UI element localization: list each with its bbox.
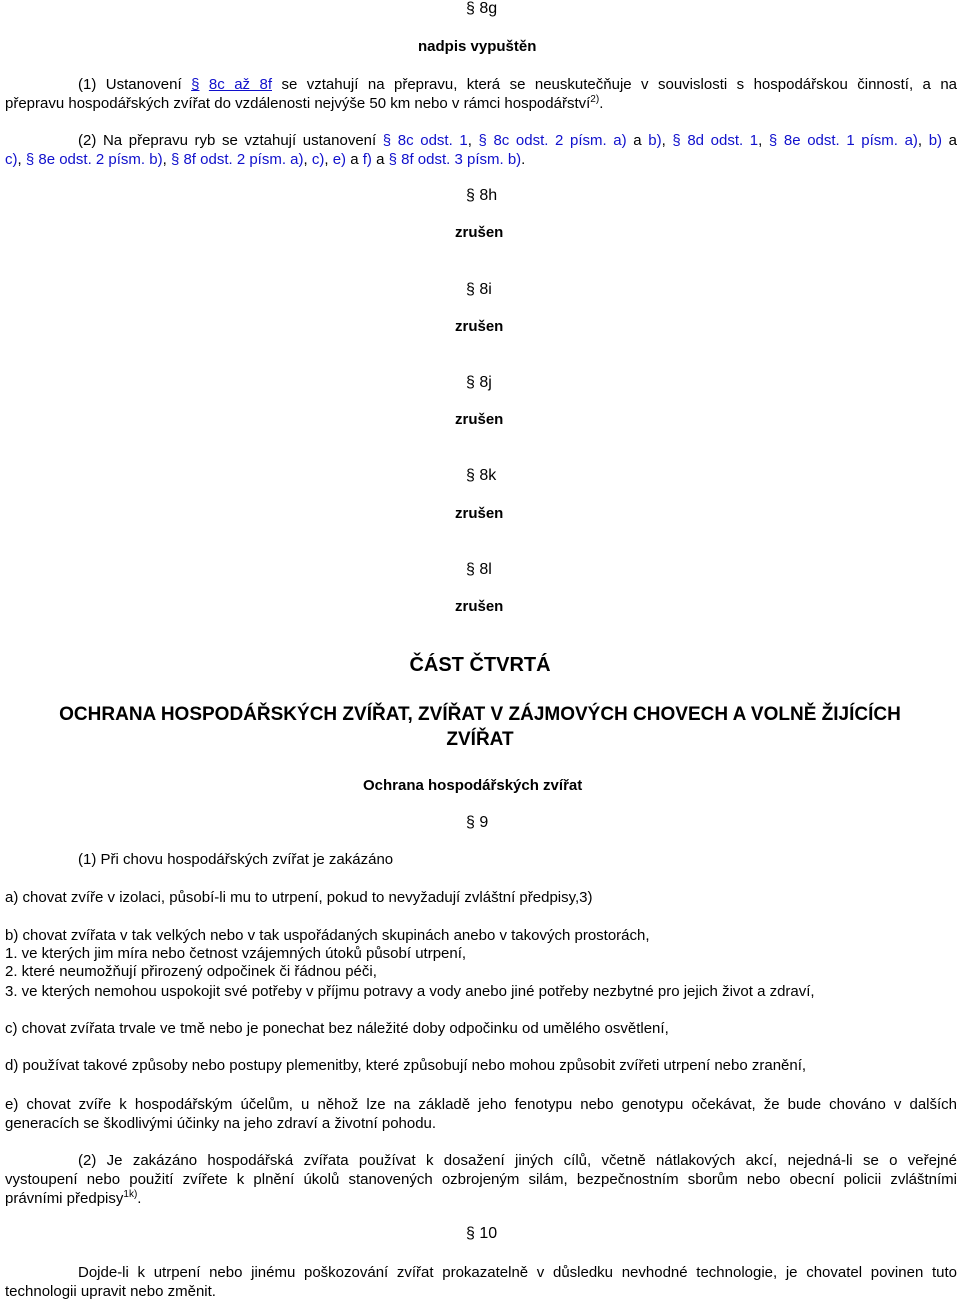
link-8c-odst-1[interactable]: 8c odst. 1 (397, 132, 468, 149)
link-8f-odst-2-a[interactable]: 8f odst. 2 písm. a) (183, 151, 304, 168)
link-8c-odst-2-a[interactable]: 8c odst. 2 písm. a) (493, 132, 627, 149)
link-8f-odst-2-e[interactable]: e) (332, 151, 347, 168)
link-8c-to-8f[interactable]: 8c až 8f (208, 76, 272, 93)
part-subtitle: OCHRANA HOSPODÁŘSKÝCH ZVÍŘAT, ZVÍŘAT V ZÁJMOVÝCH CHOVECH A VOLNĚ ŽIJÍCÍCH ZVÍŘAT (59, 704, 901, 750)
section-9-item-d: d) používat takové způsoby nebo postupy plemenitby, které způsobují nebo mohou způsobit zvířeti utrpení nebo zranění, (5, 1057, 807, 1074)
section-10-number: § 10 (466, 1225, 498, 1242)
section-9-item-b-2: 2. které neumožňují přirozený odpočinek či řádnou péči, (5, 963, 377, 980)
footnote-ref-2: 2) (590, 94, 600, 105)
section-8k-status: zrušen (455, 505, 504, 522)
link-8f-odst-2-c[interactable]: c) (311, 151, 325, 168)
link-section-symbol[interactable]: § (170, 151, 180, 168)
link-section-symbol[interactable]: § (25, 151, 35, 168)
link-section-symbol[interactable]: § (768, 132, 778, 149)
section-8j-status: zrušen (455, 411, 504, 428)
section-8h-status: zrušen (455, 224, 504, 241)
section-8g-paragraph-1 (5, 75, 957, 113)
section-9-item-b-3: 3. ve kterých nemohou uspokojit své potřeby v příjmu potravy a vody anebo jiné potřeby nezbytné pro jejich život a zdraví, (5, 983, 815, 1000)
link-8f-odst-3-b[interactable]: 8f odst. 3 písm. b) (401, 151, 522, 168)
link-8e-odst-2-b[interactable]: 8e odst. 2 písm. b) (38, 151, 163, 168)
section-8h-number: § 8h (466, 187, 498, 204)
section-8i-status: zrušen (455, 318, 504, 335)
section-8i-number: § 8i (466, 281, 492, 298)
section-8j-number: § 8j (466, 374, 492, 391)
section-9-item-e: e) chovat zvíře k hospodářským účelům, u něhož lze na základě jeho fenotypu nebo genotypu očekávat, že bude chováno v dalších generacích se škodlivými účinky na jeho zdraví a životní pohodu. (5, 1096, 957, 1132)
link-section-symbol[interactable]: § (478, 132, 487, 149)
link-8e-odst-1-b[interactable]: b) (928, 132, 943, 149)
link-8e-odst-1-c[interactable]: c) (5, 151, 18, 168)
section-8g-paragraph-2 (5, 131, 957, 169)
paragraph-2-line-1: (2) Na přepravu ryb se vztahují ustanovení § 8c odst. 1, § 8c odst. 2 písm. a) a b), § 8d odst. 1, § 8e odst. 1 písm. a), b) a (78, 132, 958, 149)
link-section-symbol[interactable]: § (388, 151, 397, 168)
paragraph-2-line-2: c), § 8e odst. 2 písm. b), § 8f odst. 2 písm. a), c), e) a f) a § 8f odst. 3 písm. b). (5, 151, 526, 168)
section-8g-number: § 8g (466, 0, 498, 17)
section-8k-number: § 8k (466, 467, 497, 484)
section-9-paragraph-2: (2) Je zakázáno hospodářská zvířata používat k dosažení jiných cílů, včetně nátlakových akcí, nejedná-li se o veřejné vystoupení nebo použití zvířete k plnění úkolů stanovených ozbrojeným silám, bezpečnostním sborům nebo obecní policii zvláštními právními předpisy$^{1k)}$. (5, 1152, 957, 1207)
link-section-symbol[interactable]: § (672, 132, 681, 149)
link-8f-odst-2-f[interactable]: f) (362, 151, 372, 168)
section-9-number: § 9 (466, 814, 489, 831)
section-9-item-b-1: 1. ve kterých jim míra nebo četnost vzájemných útoků působí utrpení, (5, 945, 467, 962)
section-9-item-c: c) chovat zvířata trvale ve tmě nebo je ponechat bez náležité doby odpočinku od umělého osvětlení, (5, 1020, 669, 1037)
section-10-paragraph: Dojde-li k utrpení nebo jinému poškozování zvířat prokazatelně v důsledku nevhodné technologie, je chovatel povinen tuto technologii upravit nebo změnit. (5, 1264, 957, 1300)
section-9-item-b: b) chovat zvířata v tak velkých nebo v tak uspořádaných skupinách anebo v takových prostorách, (5, 927, 650, 944)
link-section-symbol[interactable]: § (382, 132, 392, 149)
section-group-heading: Ochrana hospodářských zvířat (363, 777, 583, 794)
link-8c-odst-2-b[interactable]: b) (648, 132, 662, 149)
footnote-ref-1k: 1k) (123, 1189, 138, 1200)
section-9-item-a: a) chovat zvíře v izolaci, působí-li mu to utrpení, pokud to nevyžadují zvláštní předpisy,3) (5, 889, 593, 906)
link-8e-odst-1-a[interactable]: 8e odst. 1 písm. a) (783, 132, 918, 149)
part-title: ČÁST ČTVRTÁ (409, 654, 551, 676)
section-8l-status: zrušen (455, 598, 504, 615)
section-8g-heading: nadpis vypuštěn (418, 38, 537, 55)
link-section-symbol[interactable]: § (191, 76, 200, 93)
link-8d-odst-1[interactable]: 8d odst. 1 (687, 132, 759, 149)
paragraph-1-line-1: (1) Ustanovení § 8c až 8f se vztahují na přepravu, která se neuskutečňuje v souvislosti s hospodářskou činností, a na (78, 76, 958, 93)
paragraph-1-line-2: přepravu hospodářských zvířat do vzdálenosti nejvýše 50 km nebo v rámci hospodářství$^{2)}$. (5, 94, 604, 112)
section-8l-number: § 8l (466, 561, 492, 578)
section-9-intro: (1) Při chovu hospodářských zvířat je zakázáno (78, 851, 394, 868)
section-symbol: § (466, 0, 475, 17)
